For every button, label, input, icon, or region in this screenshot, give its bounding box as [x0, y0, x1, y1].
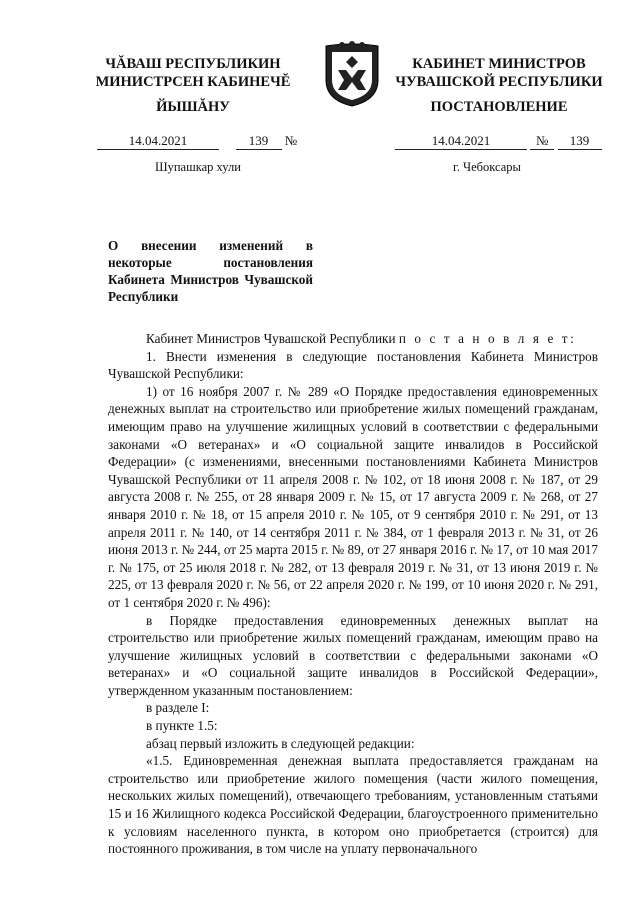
date-left: 14.04.2021 — [97, 133, 219, 150]
date-right: 14.04.2021 — [395, 133, 527, 150]
date-number-left — [97, 133, 297, 150]
header-left-kind: ЙЫШĂНУ — [156, 99, 230, 115]
resolves-text: п о с т а н о в л я е т: — [398, 331, 577, 346]
city-left: Шупашкар хули — [155, 160, 241, 174]
header-right-title — [394, 55, 604, 91]
date-number-right — [395, 133, 602, 150]
no-sign-right: № — [530, 133, 554, 150]
header-left-line2: МИНИСТРСЕН КАБИНЕЧĔ — [95, 74, 291, 90]
header-right-line2: ЧУВАШСКОЙ РЕСПУБЛИКИ — [395, 74, 603, 90]
number-left: 139 — [236, 133, 282, 150]
document-subject: О внесении изменений в некоторые постановления Кабинета Министров Чувашской Республики — [108, 238, 313, 304]
paragraph-5: в пункте 1.5: — [146, 718, 218, 734]
city-right: г. Чебоксары — [453, 160, 521, 174]
chuvash-emblem-icon — [320, 40, 384, 108]
header-right-kind: ПОСТАНОВЛЕНИЕ — [430, 99, 568, 115]
header-right-line1: КАБИНЕТ МИНИСТРОВ — [412, 56, 586, 72]
intro-text: Кабинет Министров Чувашской Республики — [146, 331, 396, 346]
document-body — [108, 330, 598, 858]
header-left-title — [93, 55, 293, 91]
paragraph-7: «1.5. Единовременная денежная выплата предоставляется гражданам на строительство или приобретение жилого помещения (части жилого помещения, нескольких жилых помещений), отвечающего требованиям, установленным статьями 15 и 16 Жилищного кодекса Российской Федерации, благоустроенного применительно к условиям населенного пункта, в котором оно приобретается (строится) для постоянного проживания, в том числе на уплату первоначального — [108, 753, 598, 857]
no-sign-left: № — [284, 133, 298, 148]
paragraph-3: в Порядке предоставления единовременных денежных выплат на строительство или приобретение жилых помещений гражданам, имеющим право на улучшение жилищных условий в соответствии с федеральными законами «О ветеранах» и «О социальной защите инвалидов в Российской Федерации», утвержденном указанным постановлением: — [108, 612, 598, 698]
paragraph-6: абзац первый изложить в следующей редакции: — [146, 735, 415, 751]
paragraph-2: 1) от 16 ноября 2007 г. № 289 «О Порядке предоставления единовременных денежных выплат на строительство или приобретение жилых помещений гражданам, имеющим право на улучшение жилищных условий в соответствии с федеральными законами «О ветеранах» и «О социальной защите инвалидов в Российской Федерации» (с изменениями, внесенными постановлениями Кабинета Министров Чувашской Республики от 11 апреля 2008 г. № 102, от 18 июня 2008 г. № 187, от 29 августа 2008 г. № 255, от 28 января 2009 г. № 15, от 17 августа 2009 г. № 268, от 27 января 2010 г. № 18, от 15 апреля 2010 г. № 105, от 9 сентября 2010 г. № 291, от 13 апреля 2011 г. № 140, от 14 сентября 2011 г. № 384, от 1 февраля 2013 г. № 31, от 26 июня 2013 г. № 244, от 25 марта 2015 г. № 89, от 27 января 2016 г. № 17, от 10 мая 2017 г. № 175, от 25 июля 2018 г. № 282, от 13 февраля 2019 г. № 31, от 13 июня 2019 г. № 225, от 13 февраля 2020 г. № 56, от 22 апреля 2020 г. № 199, от 10 июня 2020 г. № 291, от 1 сентября 2020 г. № 496): — [108, 383, 598, 610]
intro-paragraph — [108, 330, 598, 348]
paragraph-1: 1. Внести изменения в следующие постановления Кабинета Министров Чувашской Республики: — [108, 348, 598, 382]
header-left-line1: ЧĂВАШ РЕСПУБЛИКИН — [105, 56, 281, 72]
paragraph-4: в разделе I: — [146, 700, 210, 716]
number-right: 139 — [558, 133, 602, 150]
